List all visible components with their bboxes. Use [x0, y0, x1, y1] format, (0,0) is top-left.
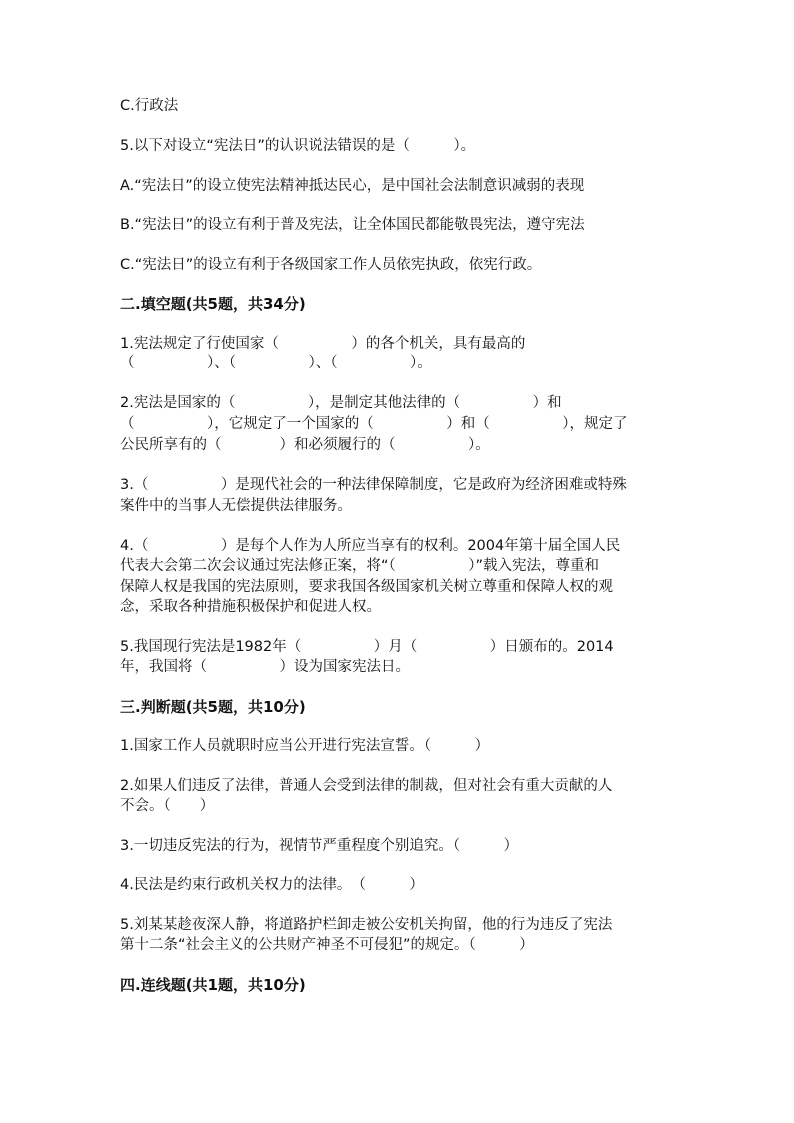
fill-1-line-1: 1.宪法规定了行使国家（ ）的各个机关，具有最高的 [120, 336, 526, 352]
question-5-option-a: A.“宪法日”的设立使宪法精神抵达民心，是中国社会法制意识减弱的表现 [120, 178, 585, 194]
judge-1: 1.国家工作人员就职时应当公开进行宪法宣誓。（ ） [120, 738, 490, 754]
fill-5-line-1: 5.我国现行宪法是1982年（ ）月（ ）日颁布的。2014 [120, 639, 614, 655]
fill-4-line-3: 保障人权是我国的宪法原则，要求我国各级国家机关树立尊重和保障人权的观 [120, 579, 613, 595]
fill-4-line-1: 4.（ ）是每个人作为人所应当享有的权利。2004年第十届全国人民 [120, 538, 621, 554]
judge-2-line-2: 不会。（ ） [120, 798, 215, 814]
fill-2-line-2: （ ），它规定了一个国家的（ ）和（ ），规定了 [120, 416, 628, 432]
fill-3-line-1: 3.（ ）是现代社会的一种法律保障制度，它是政府为经济困难或特殊 [120, 477, 627, 493]
judge-2-line-1: 2.如果人们违反了法律，普通人会受到法律的制裁，但对社会有重大贡献的人 [120, 778, 613, 794]
judge-4: 4.民法是约束行政机关权力的法律。 （ ） [120, 877, 424, 893]
fill-4-line-2: 代表大会第二次会议通过宪法修正案，将“（ ）”载入宪法，尊重和 [120, 558, 600, 574]
fill-2-line-1: 2.宪法是国家的（ ），是制定其他法律的（ ）和 [120, 395, 562, 411]
judge-5-line-1: 5.刘某某趁夜深人静，将道路护栏卸走被公安机关拘留，他的行为违反了宪法 [120, 917, 613, 933]
question-5: 5.以下对设立“宪法日”的认识说法错误的是（ ）。 [120, 138, 476, 154]
section-heading-matching: 四.连线题(共1题，共10分) [120, 976, 306, 994]
fill-4-line-4: 念，采取各种措施积极保护和促进人权。 [120, 599, 381, 615]
question-5-option-c: C.“宪法日”的设立有利于各级国家工作人员依宪执政，依宪行政。 [120, 257, 542, 273]
section-heading-fill-in: 二.填空题(共5题，共34分) [120, 295, 306, 313]
question-5-option-b: B.“宪法日”的设立有利于普及宪法，让全体国民都能敬畏宪法，遵守宪法 [120, 217, 585, 233]
fill-5-line-2: 年，我国将（ ）设为国家宪法日。 [120, 659, 410, 675]
fill-3-line-2: 案件中的当事人无偿提供法律服务。 [120, 498, 352, 514]
fill-1-line-2: （ ）、（ ）、（ ）。 [120, 355, 432, 371]
section-heading-true-false: 三.判断题(共5题，共10分) [120, 698, 306, 716]
judge-5-line-2: 第十二条“社会主义的公共财产神圣不可侵犯”的规定。（ ） [120, 937, 534, 953]
option-c-admin-law: C.行政法 [120, 98, 179, 114]
judge-3: 3.一切违反宪法的行为，视情节严重程度个别追究。（ ） [120, 838, 519, 854]
fill-2-line-3: 公民所享有的（ ）和必须履行的（ ）。 [120, 437, 490, 453]
